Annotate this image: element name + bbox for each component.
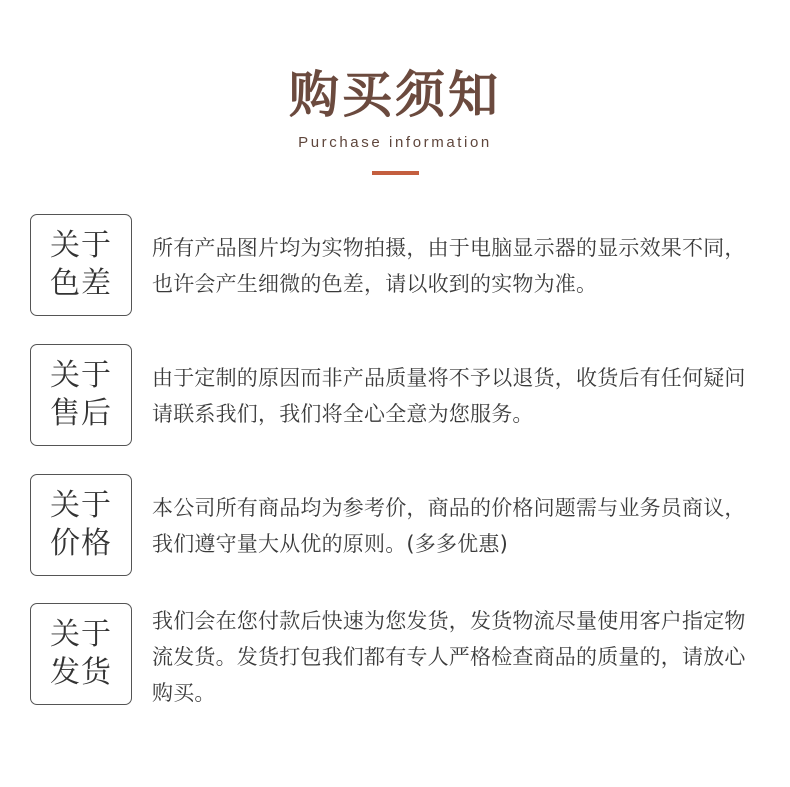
notice-badge (30, 344, 132, 446)
badge-label-line1: 关于 (50, 228, 112, 263)
badge-label-line1: 关于 (50, 358, 112, 393)
page-subtitle: Purchase information (298, 134, 492, 151)
notice-badge (30, 214, 132, 316)
notice-text: 由于定制的原因而非产品质量将不予以退货，收货后有任何疑问请联系我们，我们将全心全意为您服务。 (152, 366, 746, 426)
notice-item-after-sales (30, 344, 770, 448)
notice-text: 本公司所有商品均为参考价，商品的价格问题需与业务员商议，我们遵守量大从优的原则。(多多优惠) (152, 496, 746, 556)
notice-badge (30, 474, 132, 576)
badge-label-line1: 关于 (50, 488, 112, 523)
title-divider (372, 171, 419, 175)
badge-label-line2: 发货 (50, 655, 112, 690)
notice-text: 所有产品图片均为实物拍摄，由于电脑显示器的显示效果不同，也许会产生细微的色差，请以收到的实物为准。 (152, 236, 746, 296)
badge-label-line2: 售后 (50, 396, 112, 431)
badge-label-line2: 价格 (50, 526, 112, 561)
page-title: 购买须知 (289, 66, 501, 124)
notice-item-price (30, 474, 770, 578)
notice-item-shipping (30, 603, 770, 707)
notice-badge (30, 603, 132, 705)
badge-label-line1: 关于 (50, 617, 112, 652)
badge-label-line2: 色差 (50, 266, 112, 301)
notice-item-color-difference (30, 214, 770, 318)
notice-text: 我们会在您付款后快速为您发货，发货物流尽量使用客户指定物流发货。发货打包我们都有专人严格检查商品的质量的，请放心购买。 (152, 609, 746, 705)
